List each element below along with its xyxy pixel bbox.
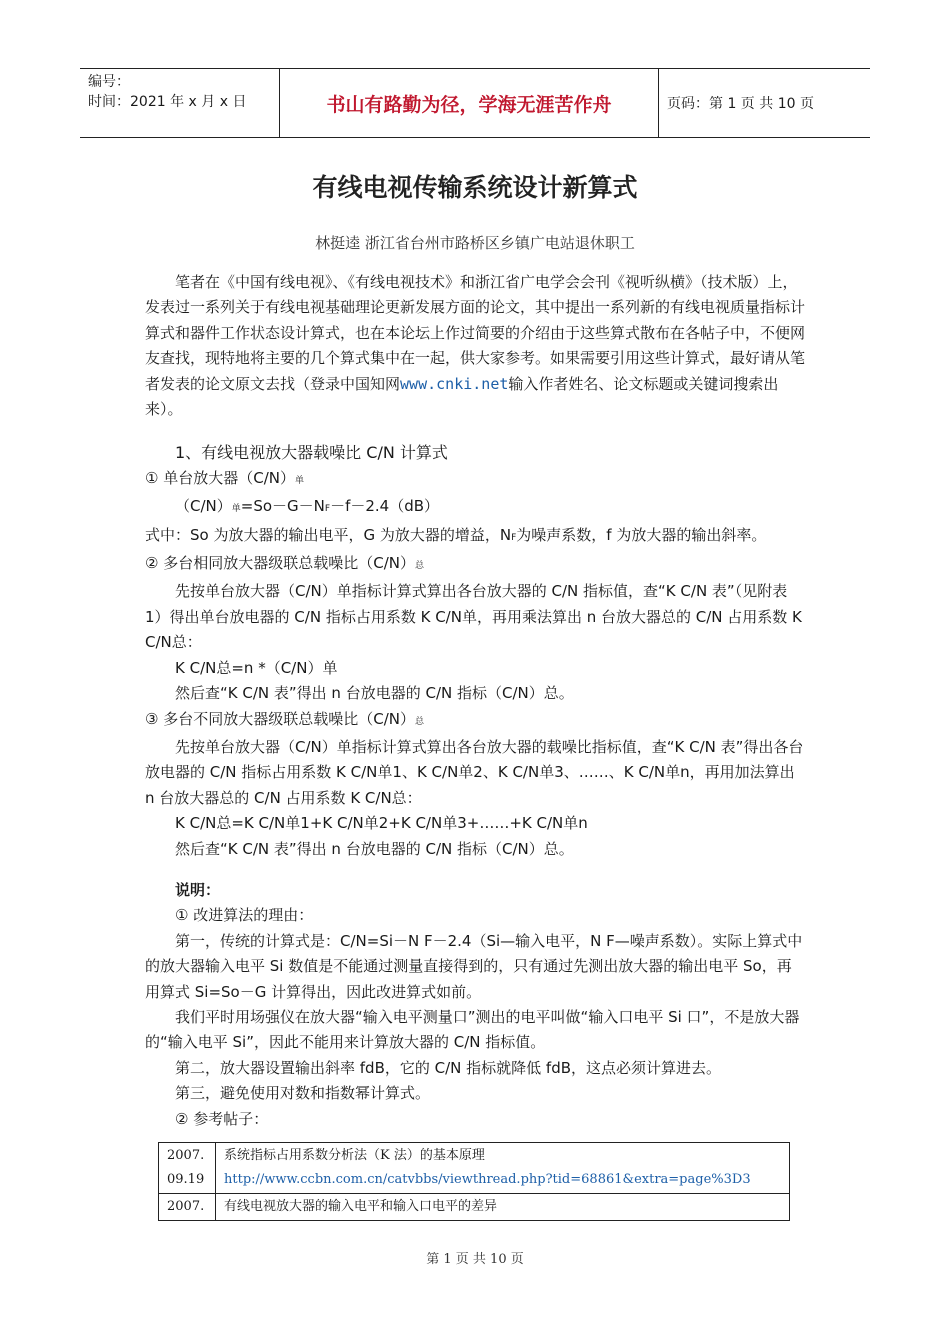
intro-text: 笔者在《中国有线电视》、《有线电视技术》和浙江省广电学会会刊《视听纵横》（技术版）上，发表过一系列关于有线电视基础理论更新发展方面的论文，其中提出一系列新的有线电视质量指标计算式和器件工作状态设计算式，也在本论坛上作过简要的介绍由于这些算式散布在各帖子中，不便网友查找，现特地将主要的几个算式集中在一起，供大家参考。如果需要引用这些计算式，最好请从笔者发表的论文原文去找（登录中国知网 <box>145 273 806 393</box>
notes-refs-label: ② 参考帖子： <box>175 1109 269 1128</box>
notes-reason-label: ① 改进算法的理由： <box>175 906 314 925</box>
item2-result: 然后查“K C/N 表”得出 n 台放电器的 C/N 指标（C/N）总。 <box>175 684 574 703</box>
formula-different-cascade: K C/N总=K C/N单1+K C/N单2+K C/N单3+……+K C/N单n <box>175 814 588 833</box>
item3-result: 然后查“K C/N 表”得出 n 台放电器的 C/N 指标（C/N）总。 <box>175 839 574 858</box>
number-label: 编号： <box>88 74 130 90</box>
formula-explanation: 式中：So 为放大器的输出电平，G 为放大器的增益，NF为噪声系数，f 为放大器的输出斜率。 <box>145 525 767 544</box>
intro-paragraph <box>145 270 805 422</box>
references-table <box>158 1142 790 1221</box>
item2-text: 先按单台放大器（C/N）单指标计算式算出各台放大器的 C/N 指标值，查“K C/N 表”（见附表 1）得出单台放电器的 C/N 指标占用系数 K C/N单，再用乘法算出 n 台放大器总的 C/N 占用系数 K C/N总： <box>145 582 802 652</box>
notes-second: 第二，放大器设置输出斜率 fdB，它的 C/N 指标就降低 fdB，这点必须计算进去。 <box>175 1058 722 1077</box>
header-meta <box>80 69 280 137</box>
ref-title: 系统指标占用系数分析法（K 法）的基本原理 <box>224 1148 485 1163</box>
ref-title: 有线电视放大器的输入电平和输入口电平的差异 <box>216 1194 790 1221</box>
table-row <box>159 1194 790 1221</box>
ref-date: 2007. 09.19 <box>159 1143 216 1194</box>
document-title: 有线电视传输系统设计新算式 <box>312 173 638 202</box>
intro-tail: 输入作者姓名、论文标题或关键词搜索出来）。 <box>145 374 779 419</box>
item1-label: ① 单台放大器（C/N）单 <box>145 468 304 487</box>
section-heading: 1、有线电视放大器载噪比 C/N 计算式 <box>175 443 448 463</box>
page-label: 页码：第 1 页 共 10 页 <box>667 96 814 112</box>
notes-measure: 我们平时用场强仪在放大器“输入电平测量口”测出的电平叫做“输入口电平 Si 口”，不是放大器的“输入电平 Si”，因此不能用来计算放大器的 C/N 指标值。 <box>145 1007 800 1052</box>
item2-label: ② 多台相同放大器级联总载噪比（C/N）总 <box>145 554 424 573</box>
motto: 书山有路勤为径，学海无涯苦作舟 <box>280 69 659 137</box>
time-label: 时间：2021 年 x 月 x 日 <box>88 94 247 110</box>
notes-first: 第一，传统的计算式是：C/N=Si－N F－2.4（Si—输入电平，N F—噪声系数）。实际上算式中的放大器输入电平 Si 数值是不能通过测量直接得到的，只有通过先测出放大器的输出电平 So，再用算式 Si=So－G 计算得出，因此改进算式如前。 <box>145 931 803 1001</box>
ref-link[interactable]: http://www.ccbn.com.cn/catvbbs/viewthread.php?tid=68861&extra=page%3D3 <box>224 1172 751 1187</box>
cnki-link[interactable]: www.cnki.net <box>400 374 509 393</box>
formula-identical-cascade: K C/N总=n *（C/N）单 <box>175 658 338 677</box>
author-line: 林挺逵 浙江省台州市路桥区乡镇广电站退休职工 <box>315 234 635 252</box>
ref-date: 2007. <box>159 1194 216 1221</box>
page-footer: 第 1 页 共 10 页 <box>426 1252 524 1267</box>
item3-label: ③ 多台不同放大器级联总载噪比（C/N）总 <box>145 709 424 728</box>
page-header <box>80 68 870 138</box>
document-body <box>145 270 805 1132</box>
formula-single: （C/N）单=So－G－NF－f－2.4（dB） <box>175 497 440 516</box>
notes-heading: 说明： <box>175 880 221 899</box>
notes-third: 第三，避免使用对数和指数幂计算式。 <box>175 1084 431 1103</box>
ref-entry <box>216 1143 790 1194</box>
table-row <box>159 1143 790 1194</box>
item3-text: 先按单台放大器（C/N）单指标计算式算出各台放大器的载噪比指标值，查“K C/N 表”得出各台放电器的 C/N 指标占用系数 K C/N单1、K C/N单2、K C/N单3、……、K C/N单n，再用加法算出 n 台放大器总的 C/N 占用系数 K C/N总： <box>145 737 804 807</box>
